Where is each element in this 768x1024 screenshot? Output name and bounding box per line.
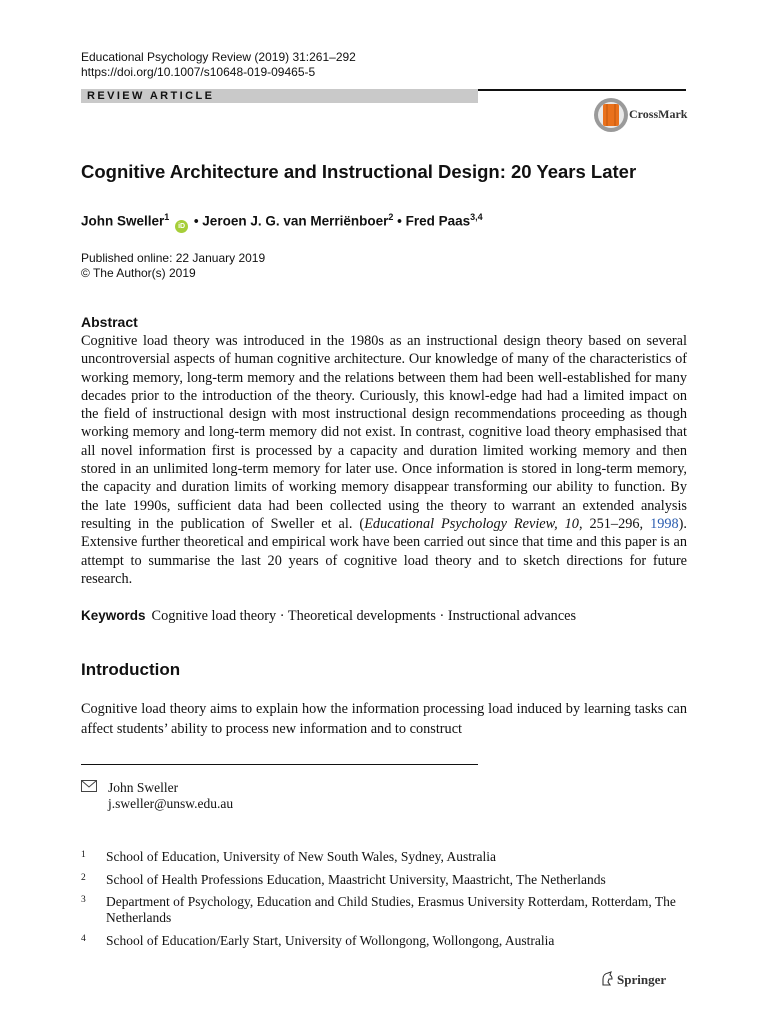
abstract-text-part: Cognitive load theory was introduced in the 1980s as an instructional design theory based on several uncontroversial aspects of human cognitive architecture. Our knowledge of many of the characteristics of working memory, long-term memory and the relations between them had been well-established for many decades prior to the introduction of the theory. Curiously, this knowl-edge had had a limited impact on the field of instructional design with most instructional design recommendations proceeding as though working memory and long-term memory did not exist. In contrast, cognitive load theory emphasised that all novel information first is processed by a capacity and duration limited working memory and then stored in an unlimited long-term memory for later use. Once information is stored in long-term memory, the capacity and duration limits of working memory disappear transforming our ability to function. By the late 1990s, sufficient data had been collected using the theory to warrant an extended analysis resulting in the publication of Sweller et al. (	[81, 333, 687, 532]
introduction-heading: Introduction	[81, 660, 181, 679]
affiliation-text: School of Education, University of New South Wales, Sydney, Australia	[106, 849, 496, 864]
affiliation-text: School of Health Professions Education, Maastricht University, Maastricht, The Netherlands	[106, 872, 606, 887]
abstract-heading: Abstract	[81, 314, 138, 330]
journal-citation: Educational Psychology Review (2019) 31:261–292	[81, 50, 356, 64]
orcid-icon[interactable]: iD	[175, 220, 188, 233]
author-affiliation-sup: 1	[164, 212, 170, 222]
affiliation-text: Department of Psychology, Education and Child Studies, Erasmus University Rotterdam, Rotterdam, The Netherlands	[106, 894, 676, 925]
author-separator: •	[190, 213, 203, 229]
author-affiliation-sup: 2	[388, 212, 394, 222]
author-separator: •	[393, 213, 406, 229]
contact-email[interactable]: j.sweller@unsw.edu.au	[108, 796, 234, 811]
keywords-text: Cognitive load theory · Theoretical developments · Instructional advances	[151, 608, 577, 624]
affiliation-number: 3	[81, 895, 86, 905]
header-rule	[478, 89, 686, 91]
author-name[interactable]: Jeroen J. G. van Merriënboer	[202, 213, 389, 229]
author-list	[81, 207, 483, 233]
abstract-text	[81, 332, 687, 588]
affiliation-number: 4	[81, 934, 86, 944]
doi-link[interactable]: https://doi.org/10.1007/s10648-019-09465-5	[81, 65, 316, 79]
springer-horse-icon	[600, 971, 614, 987]
author-affiliation-sup: 3,4	[470, 212, 483, 222]
contact-name: John Sweller	[108, 780, 179, 795]
citation-year-link[interactable]: 1998	[650, 515, 679, 532]
affiliation-text: School of Education/Early Start, University of Wollongong, Wollongong, Australia	[106, 933, 555, 948]
copyright: © The Author(s) 2019	[81, 266, 196, 280]
published-date: Published online: 22 January 2019	[81, 251, 266, 265]
envelope-icon	[81, 780, 97, 792]
author-name[interactable]: John Sweller	[81, 213, 165, 229]
introduction-text: Cognitive load theory aims to explain how the information processing load induced by learning tasks can affect students’ ability to process new information and to construct	[81, 701, 687, 737]
affiliation-number: 1	[81, 850, 86, 860]
abstract-text-part: ). Extensive further theoretical and empirical work have been carried out since that time and this paper is an attempt to summarise the last 20 years of cognitive load theory and to sketch directions for future research.	[81, 515, 687, 587]
keywords-label: Keywords	[81, 608, 146, 623]
article-title: Cognitive Architecture and Instructional Design: 20 Years Later	[81, 161, 637, 182]
footnote-rule	[81, 764, 478, 765]
abstract-citation-journal: Educational Psychology Review, 10	[364, 515, 579, 532]
publisher-logo-text: Springer	[617, 972, 667, 987]
publication-info	[81, 251, 265, 281]
author-name[interactable]: Fred Paas	[405, 213, 471, 229]
abstract-citation-pages: , 251–296,	[578, 515, 651, 532]
journal-header	[81, 50, 356, 80]
article-type-label: REVIEW ARTICLE	[87, 90, 215, 102]
crossmark-label[interactable]: CrossMark	[629, 107, 688, 121]
keywords	[81, 607, 576, 625]
affiliation-number: 2	[81, 873, 86, 883]
